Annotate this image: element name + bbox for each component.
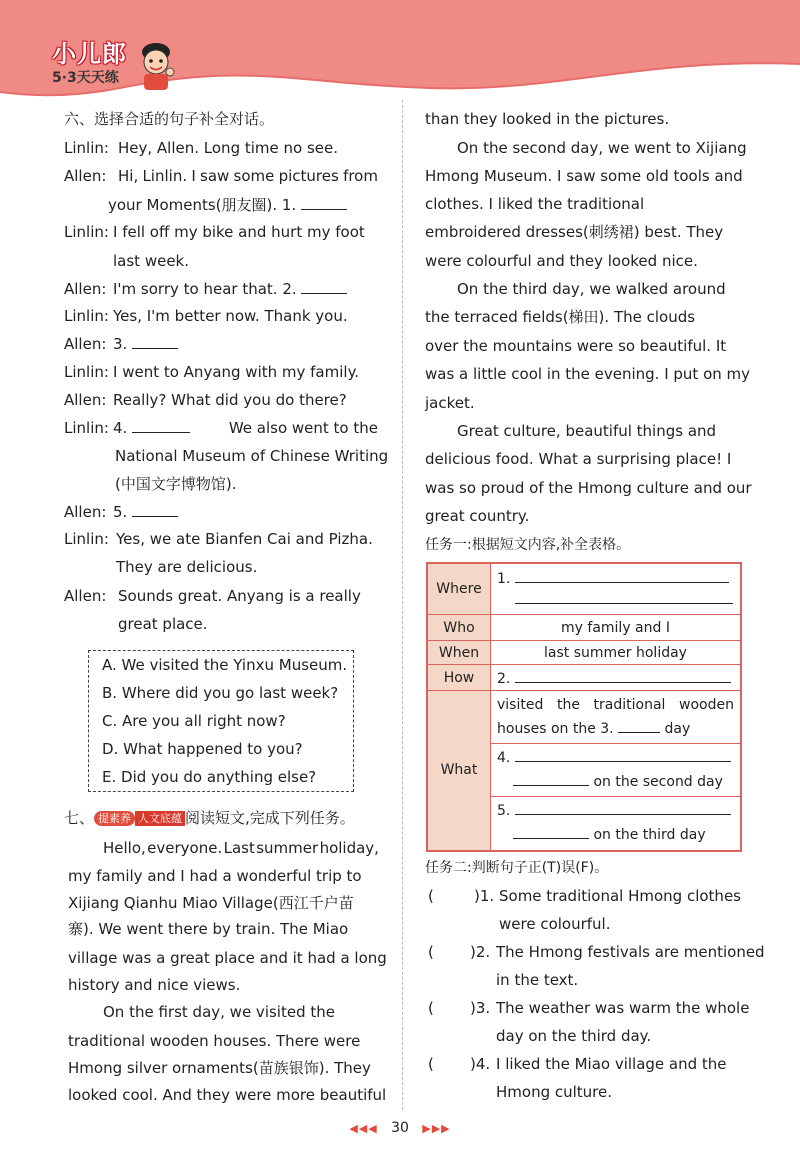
option-b: B. Where did you go last week? [102, 684, 339, 702]
dialogue-speaker: Allen: [64, 280, 107, 298]
dialogue-line: I fell off my bike and hurt my foot [113, 223, 365, 241]
answer-blank-3-day[interactable] [618, 718, 660, 733]
dialogue-speaker: Allen: [64, 167, 107, 185]
passage-line: jacket. [425, 394, 475, 412]
brand-logo [52, 34, 127, 87]
dialogue-line [108, 195, 347, 215]
answer-blank-4b[interactable] [513, 771, 589, 786]
answer-blank-5b[interactable] [513, 824, 589, 839]
option-c: C. Are you all right now? [102, 712, 286, 730]
tag-humanities: 人文底蕴 [135, 811, 185, 826]
passage-line: were colourful and they looked nice. [425, 252, 698, 270]
table-where-num: 1. [497, 571, 511, 587]
table-what3-line2: houses on the 3. [497, 721, 614, 737]
table-label-when: When [427, 641, 491, 665]
judgment-text: The weather was warm the whole [496, 999, 750, 1017]
dialogue-line: Hi, Linlin. I saw some pictures from [118, 167, 378, 185]
passage-line: was a little cool in the evening. I put on my [425, 365, 751, 383]
answer-blank-5[interactable] [132, 502, 178, 517]
judgment-number: )3. [470, 999, 491, 1017]
judgment-text: in the text. [496, 971, 579, 989]
dialogue-speaker: Linlin: [64, 223, 109, 241]
passage-line: delicious food. What a surprising place! I [425, 450, 732, 468]
dialogue-line-text: 4. [113, 419, 128, 437]
brand-subtitle: 5·3天天练 [52, 70, 119, 86]
passage-line: my family and I had a wonderful trip to [68, 867, 362, 885]
passage-line: the terraced fields(梯田). The clouds [425, 308, 696, 326]
option-a: A. We visited the Yinxu Museum. [102, 656, 348, 674]
table-who-value: my family and I [491, 615, 742, 641]
dialogue-line-text: your Moments(朋友圈). 1. [108, 196, 297, 214]
judgment-bracket[interactable]: ( [428, 887, 434, 905]
dialogue-speaker: Allen: [64, 587, 107, 605]
dialogue-speaker: Allen: [64, 391, 107, 409]
table-what5-tail: on the third day [593, 827, 706, 844]
mascot-icon [136, 40, 178, 92]
dialogue-line-text: I'm sorry to hear that. 2. [113, 280, 297, 298]
judgment-number: )2. [470, 943, 491, 961]
dialogue-speaker: Allen: [64, 335, 107, 353]
section7-title [64, 808, 355, 828]
right-arrows-icon: ▶▶▶ [422, 1122, 451, 1135]
dialogue-line: (中国文字博物馆). [115, 475, 237, 493]
dialogue-line: We also went to the [228, 419, 378, 437]
passage-line: 寨). We went there by train. The Miao [68, 920, 349, 938]
table-what3-day: day [664, 721, 691, 737]
table-what4-tail: on the second day [593, 774, 723, 790]
tag-literacy: 提素养 [94, 811, 135, 826]
page-footer [0, 1120, 800, 1136]
section6-title: 六、选择合适的句子补全对话。 [64, 110, 275, 128]
judgment-bracket[interactable]: ( [428, 1055, 434, 1073]
passage-line: was so proud of the Hmong culture and our [425, 479, 752, 497]
passage-line: village was a great place and it had a long [68, 949, 387, 967]
judgment-text: were colourful. [499, 915, 611, 933]
dialogue-line: Hey, Allen. Long time no see. [118, 139, 339, 157]
section7-instruction: 阅读短文,完成下列任务。 [185, 809, 355, 827]
dialogue-line: They are delicious. [116, 558, 258, 576]
judgment-text: I liked the Miao village and the [496, 1055, 727, 1073]
brand-name: 小儿郎 [52, 40, 127, 68]
answer-blank-3[interactable] [132, 334, 178, 349]
dialogue-line: great place. [118, 615, 208, 633]
task2-title: 任务二:判断句子正(T)误(F)。 [425, 860, 609, 876]
passage-line: Hello, everyone. Last summer holiday, [103, 839, 379, 857]
section7-number: 七、 [64, 809, 95, 827]
dialogue-line [113, 334, 178, 354]
passage-line: than they looked in the pictures. [425, 110, 670, 128]
table-label-what: What [427, 691, 491, 851]
dialogue-line [113, 418, 190, 438]
passage-line: On the first day, we visited the [103, 1003, 335, 1021]
info-table [426, 562, 742, 852]
judgment-bracket[interactable]: ( [428, 999, 434, 1017]
passage-line: clothes. I liked the traditional [425, 195, 645, 213]
answer-blank-how[interactable] [515, 668, 731, 683]
passage-line: great country. [425, 507, 530, 525]
dialogue-speaker: Allen: [64, 503, 107, 521]
table-label-where: Where [427, 563, 491, 615]
passage-line: traditional wooden houses. There were [68, 1032, 361, 1050]
judgment-bracket[interactable]: ( [428, 943, 434, 961]
dialogue-line-text: 3. [113, 335, 128, 353]
passage-line: Hmong silver ornaments(苗族银饰). They [68, 1059, 371, 1077]
option-e: E. Did you do anything else? [102, 768, 317, 786]
answer-blank-2[interactable] [301, 279, 347, 294]
passage-line: Xijiang Qianhu Miao Village(西江千户苗 [68, 894, 354, 912]
judgment-number: )4. [470, 1055, 491, 1073]
judgment-text: The Hmong festivals are mentioned [496, 943, 765, 961]
answer-blank-5a[interactable] [515, 800, 731, 815]
table-what4-num: 4. [497, 750, 511, 766]
table-what5-num: 5. [497, 803, 511, 820]
passage-line: over the mountains were so beautiful. It [425, 337, 727, 355]
dialogue-speaker: Linlin: [64, 139, 109, 157]
table-label-how: How [427, 665, 491, 691]
dialogue-line-text: 5. [113, 503, 128, 521]
dialogue-line: Yes, I'm better now. Thank you. [113, 307, 348, 325]
column-divider [402, 100, 403, 1110]
judgment-text: Hmong culture. [496, 1083, 613, 1101]
dialogue-line: Really? What did you do there? [113, 391, 347, 409]
answer-blank-where-2[interactable] [515, 589, 733, 604]
page-number: 30 [391, 1120, 409, 1136]
dialogue-speaker: Linlin: [64, 530, 109, 548]
option-d: D. What happened to you? [102, 740, 303, 758]
judgment-number: )1. [474, 887, 495, 905]
dialogue-line: last week. [113, 252, 190, 270]
dialogue-line [113, 279, 347, 299]
passage-line: Great culture, beautiful things and [457, 422, 717, 440]
passage-line: embroidered dresses(刺绣裙) best. They [425, 223, 724, 241]
passage-line: On the second day, we went to Xijiang [457, 139, 747, 157]
table-what3-line1: visited the traditional wooden [497, 697, 734, 713]
passage-line: On the third day, we walked around [457, 280, 726, 298]
dialogue-speaker: Linlin: [64, 307, 109, 325]
dialogue-line: National Museum of Chinese Writing [115, 447, 389, 465]
answer-blank-4a[interactable] [515, 747, 731, 762]
task1-title: 任务一:根据短文内容,补全表格。 [425, 537, 631, 553]
dialogue-line: I went to Anyang with my family. [113, 363, 360, 381]
table-how-num: 2. [497, 671, 511, 687]
left-arrows-icon: ◀◀◀ [349, 1122, 378, 1135]
dialogue-line: Sounds great. Anyang is a really [118, 587, 361, 605]
judgment-text: Some traditional Hmong clothes [499, 887, 741, 905]
judgment-text: day on the third day. [496, 1027, 652, 1045]
table-when-value: last summer holiday [491, 641, 742, 665]
passage-line: Hmong Museum. I saw some old tools and [425, 167, 743, 185]
dialogue-line: Yes, we ate Bianfen Cai and Pizha. [116, 530, 373, 548]
passage-line: history and nice views. [68, 976, 241, 994]
dialogue-speaker: Linlin: [64, 363, 109, 381]
dialogue-line [113, 502, 178, 522]
passage-line: looked cool. And they were more beautiful [68, 1086, 387, 1104]
dialogue-speaker: Linlin: [64, 419, 109, 437]
answer-blank-where-1[interactable] [515, 568, 729, 583]
table-label-who: Who [427, 615, 491, 641]
answer-blank-1[interactable] [301, 195, 347, 210]
answer-blank-4[interactable] [132, 418, 190, 433]
